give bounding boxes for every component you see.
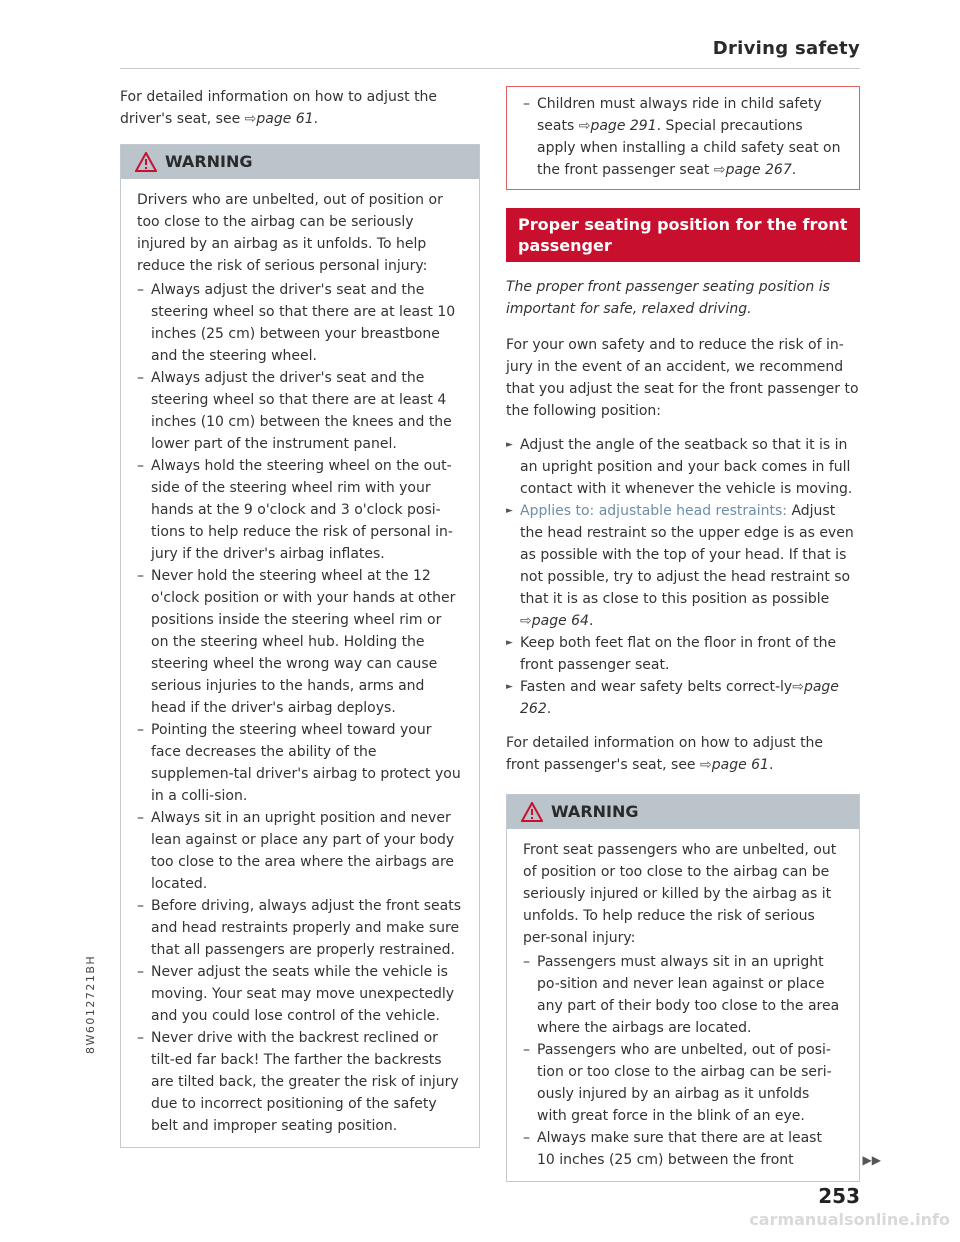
list-item: – Never drive with the backrest reclined or tilt-ed far back! The farther the backrests are tilted back, the greater the risk of injury due to incorrect positioning of the safety belt and improper seating position. — [137, 1027, 463, 1137]
arrow-icon: ⇨ — [792, 679, 804, 695]
arrow-icon: ⇨ — [700, 757, 712, 773]
warning-text: Drivers who are unbelted, out of position or too close to the airbag can be seriously injured by an airbag as it unfolds. To help reduce the risk of serious personal injury: — [137, 192, 443, 274]
list-item: – Children must always ride in child safety seats ⇨page 291. Special precautions apply when installing a child safety seat on the front passenger seat ⇨page 267. — [523, 93, 843, 181]
paragraph: For your own safety and to reduce the risk of in-jury in the event of an accident, we recommend that you adjust the seat for the front passenger to the following position: — [506, 337, 859, 419]
arrow-icon: ⇨ — [578, 118, 591, 134]
watermark: carmanualsonline.info — [749, 1210, 950, 1229]
warning-box — [120, 144, 480, 1148]
step-item: ► Keep both feet flat on the floor in front of the front passenger seat. — [506, 632, 860, 676]
step-list — [506, 434, 860, 720]
applies-to-label: Applies to: adjustable head restraints: — [520, 503, 787, 519]
list-item: – Always adjust the driver's seat and the steering wheel so that there are at least 4 inches (10 cm) between the knees and the lower part of the instrument panel. — [137, 367, 463, 455]
warning-title: WARNING — [551, 802, 639, 821]
section-heading: Proper seating position for the front passenger — [506, 208, 860, 262]
right-column — [506, 86, 881, 1182]
step-item: ► Applies to: adjustable head restraints: Adjust the head restraint so the upper edge is as even as possible with the top of your head. If that is not possible, try to adjust the head restraint so that it is as close to this position as possible ⇨page 64. — [506, 500, 860, 632]
list-item: – Always make sure that there are at least 10 inches (25 cm) between the front — [523, 1127, 843, 1171]
section-intro: The proper front passenger seating position is important for safe, relaxed driving. — [506, 279, 830, 317]
warning-title: WARNING — [165, 152, 253, 171]
page-ref-link[interactable]: page 61 — [711, 757, 769, 773]
left-column — [120, 86, 480, 1148]
list-item: – Always sit in an upright position and never lean against or place any part of your body too close to the area where the airbags are located. — [137, 807, 463, 895]
step-item: ► Fasten and wear safety belts correct-ly⇨page 262. — [506, 676, 860, 720]
warning-list — [523, 951, 843, 1171]
warning-header — [121, 145, 479, 179]
page-ref-link[interactable]: page 262 — [520, 679, 839, 717]
arrow-icon: ⇨ — [520, 613, 532, 629]
continue-arrow-icon: ▶▶ — [862, 1153, 881, 1167]
list-item: – Before driving, always adjust the front seats and head restraints properly and make sure that all passengers are properly restrained. — [137, 895, 463, 961]
warning-body — [507, 829, 859, 1181]
list-item: – Always adjust the driver's seat and the steering wheel so that there are at least 10 inches (25 cm) between your breastbone and the steering wheel. — [137, 279, 463, 367]
warning-box — [506, 794, 881, 1182]
warning-text: Front seat passengers who are unbelted, out of position or too close to the airbag can be seriously injured or killed by the airbag as it unfolds. To help reduce the risk of serious per-sonal injury: — [523, 842, 837, 946]
warning-body — [121, 179, 479, 1147]
warning-list — [137, 279, 463, 1137]
arrow-icon: ⇨ — [713, 162, 726, 178]
document-code: 8W6012721BH — [84, 954, 97, 1054]
step-item: ► Adjust the angle of the seatback so that it is in an upright position and your back comes in full contact with it whenever the vehicle is moving. — [506, 434, 860, 500]
page-ref-link[interactable]: page 267 — [725, 162, 792, 178]
list-item: – Passengers who are unbelted, out of posi-tion or too close to the airbag can be seri-ously injured by an airbag as it unfolds with great force in the blink of an eye. — [523, 1039, 843, 1127]
warning-header — [507, 795, 859, 829]
page-ref-link[interactable]: page 64 — [531, 613, 589, 629]
page-ref-link[interactable]: page 61 — [256, 111, 314, 127]
warning-triangle-icon — [521, 802, 543, 822]
section-header-title: Driving safety — [712, 38, 860, 59]
list-item: – Always hold the steering wheel on the out-side of the steering wheel rim with your hands at the 9 o'clock and 3 o'clock posi-tions to help reduce the risk of personal in-jury if the driver's airbag inflates. — [137, 455, 463, 565]
arrow-icon: ⇨ — [244, 111, 257, 127]
child-safety-note — [506, 86, 860, 190]
list-item: – Never hold the steering wheel at the 12 o'clock position or with your hands at other positions inside the steering wheel rim or on the steering wheel hub. Holding the steering wheel the wrong way can cause serious injuries to the hands, arms and head if the driver's airbag deploys. — [137, 565, 463, 719]
header-rule — [120, 68, 860, 69]
left-intro-paragraph: For detailed information on how to adjust the driver's seat, see ⇨page 61. — [120, 89, 438, 127]
list-item: – Never adjust the seats while the vehicle is moving. Your seat may move unexpectedly and you could lose control of the vehicle. — [137, 961, 463, 1027]
list-item: – Pointing the steering wheel toward your face decreases the ability of the supplemen-tal driver's airbag to protect you in a colli-sion. — [137, 719, 463, 807]
warning-triangle-icon — [135, 152, 157, 172]
page-number: 253 — [818, 1184, 860, 1208]
list-item: – Passengers must always sit in an upright po-sition and never lean against or place any part of their body too close to the area where the airbags are located. — [523, 951, 843, 1039]
paragraph: For detailed information on how to adjust the front passenger's seat, see ⇨page 61. — [506, 735, 824, 773]
page-ref-link[interactable]: page 291 — [590, 118, 657, 134]
